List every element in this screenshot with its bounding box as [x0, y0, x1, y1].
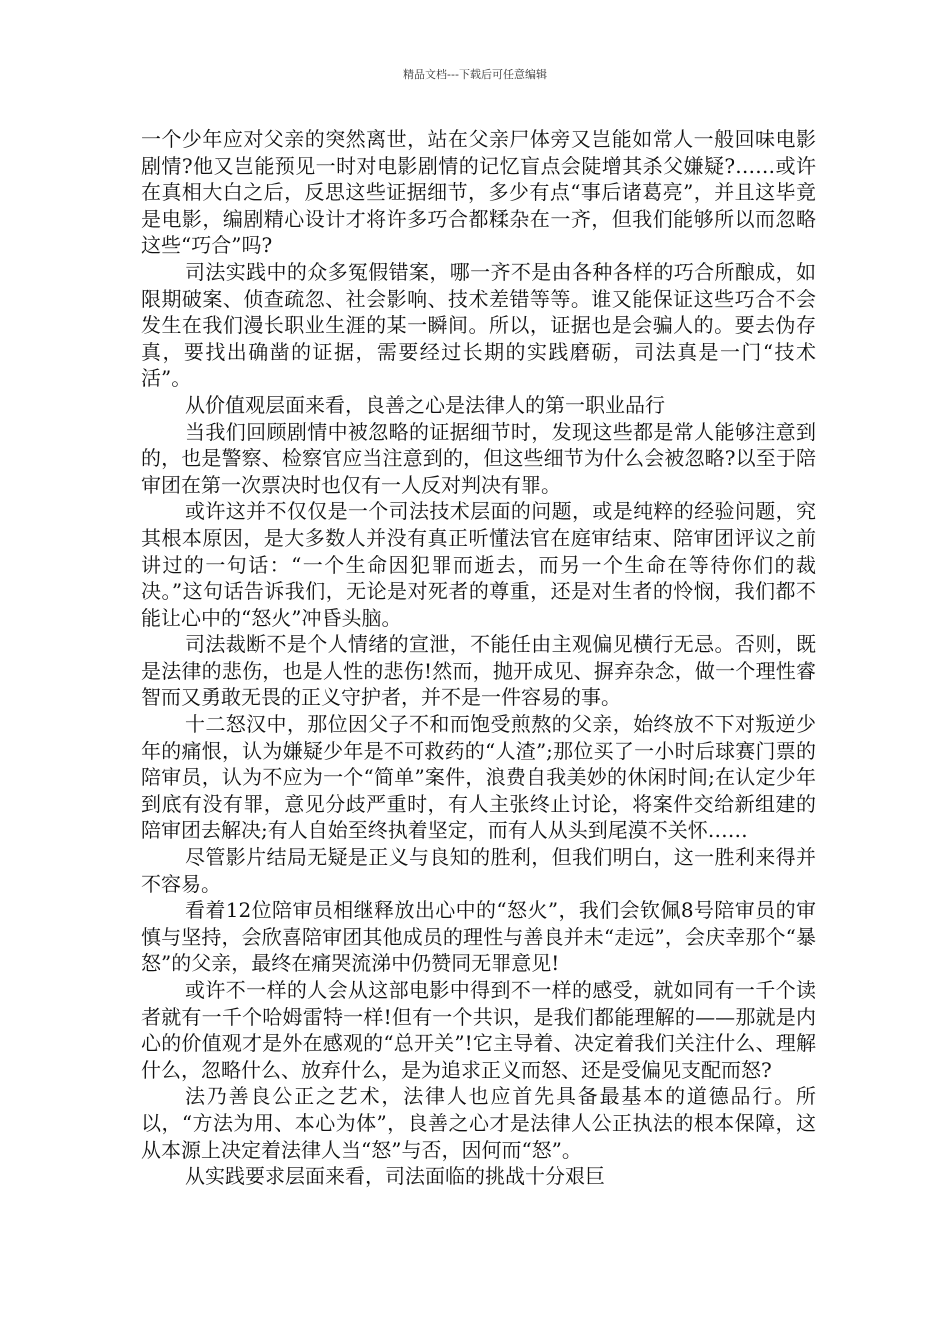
- document-body: [141, 126, 816, 1190]
- paragraph: 十二怒汉中，那位因父子不和而饱受煎熬的父亲，始终放不下对叛逆少年的痛恨，认为嫌疑少年是不可救药的“人渣”;那位买了一小时后球赛门票的陪审员，认为不应为一个“简单”案件，浪费自我美妙的休闲时间;在认定少年到底有没有罪，意见分歧严重时，有人主张终止讨论，将案件交给新组建的陪审团去解决;有人自始至终执着坚定，而有人从头到尾漠不关怀……: [141, 712, 816, 843]
- paragraph: 看着12位陪审员相继释放出心中的“怒火”，我们会钦佩8号陪审员的审慎与坚持，会欣喜陪审团其他成员的理性与善良并未“走远”，会庆幸那个“暴怒”的父亲，最终在痛哭流涕中仍赞同无罪意见!: [141, 898, 816, 976]
- paragraph: 从价值观层面来看，良善之心是法律人的第一职业品行: [185, 392, 665, 417]
- paragraph: 法乃善良公正之艺术，法律人也应首先具备最基本的道德品行。所以，“方法为用、本心为体”，良善之心才是法律人公正执法的根本保障，这从本源上决定着法律人当“怒”与否，因何而“怒”。: [141, 1084, 816, 1162]
- page-header: 精品文档---下载后可任意编辑: [403, 68, 547, 81]
- paragraph: 或许不一样的人会从这部电影中得到不一样的感受，就如同有一千个读者就有一千个哈姆雷特一样!但有一个共识，是我们都能理解的——那就是内心的价值观才是外在感观的“总开关”!它主导着、决定着我们关注什么、理解什么，忽略什么、放弃什么，是为追求正义而怒、还是受偏见支配而怒?: [141, 978, 816, 1082]
- paragraph: 一个少年应对父亲的突然离世，站在父亲尸体旁又岂能如常人一般回味电影剧情?他又岂能预见一时对电影剧情的记忆盲点会陡增其杀父嫌疑?……或许在真相大白之后，反思这些证据细节，多少有点“事后诸葛亮”，并且这毕竟是电影，编剧精心设计才将许多巧合都糅杂在一齐，但我们能够所以而忽略这些“巧合”吗?: [141, 127, 816, 258]
- paragraph: 尽管影片结局无疑是正义与良知的胜利，但我们明白，这一胜利来得并不容易。: [141, 845, 816, 896]
- paragraph: 司法裁断不是个人情绪的宣泄，不能任由主观偏见横行无忌。否则，既是法律的悲伤，也是人性的悲伤!然而，抛开成见、摒弃杂念，做一个理性睿智而又勇敢无畏的正义守护者，并不是一件容易的事。: [141, 632, 816, 710]
- paragraph: 当我们回顾剧情中被忽略的证据细节时，发现这些都是常人能够注意到的，也是警察、检察官应当注意到的，但这些细节为什么会被忽略?以至于陪审团在第一次票决时也仅有一人反对判决有罪。: [141, 419, 816, 497]
- paragraph: 或许这并不仅仅是一个司法技术层面的问题，或是纯粹的经验问题，究其根本原因，是大多数人并没有真正听懂法官在庭审结束、陪审团评议之前讲过的一句话：“一个生命因犯罪而逝去，而另一个生命在等待你们的裁决。”这句话告诉我们，无论是对死者的尊重，还是对生者的怜悯，我们都不能让心中的“怒火”冲昏头脑。: [141, 499, 816, 630]
- paragraph: 司法实践中的众多冤假错案，哪一齐不是由各种各样的巧合所酿成，如限期破案、侦查疏忽、社会影响、技术差错等等。谁又能保证这些巧合不会发生在我们漫长职业生涯的某一瞬间。所以，证据也是会骗人的。要去伪存真，要找出确凿的证据，需要经过长期的实践磨砺，司法真是一门“技术活”。: [141, 259, 816, 391]
- paragraph: 从实践要求层面来看，司法面临的挑战十分艰巨: [185, 1164, 605, 1189]
